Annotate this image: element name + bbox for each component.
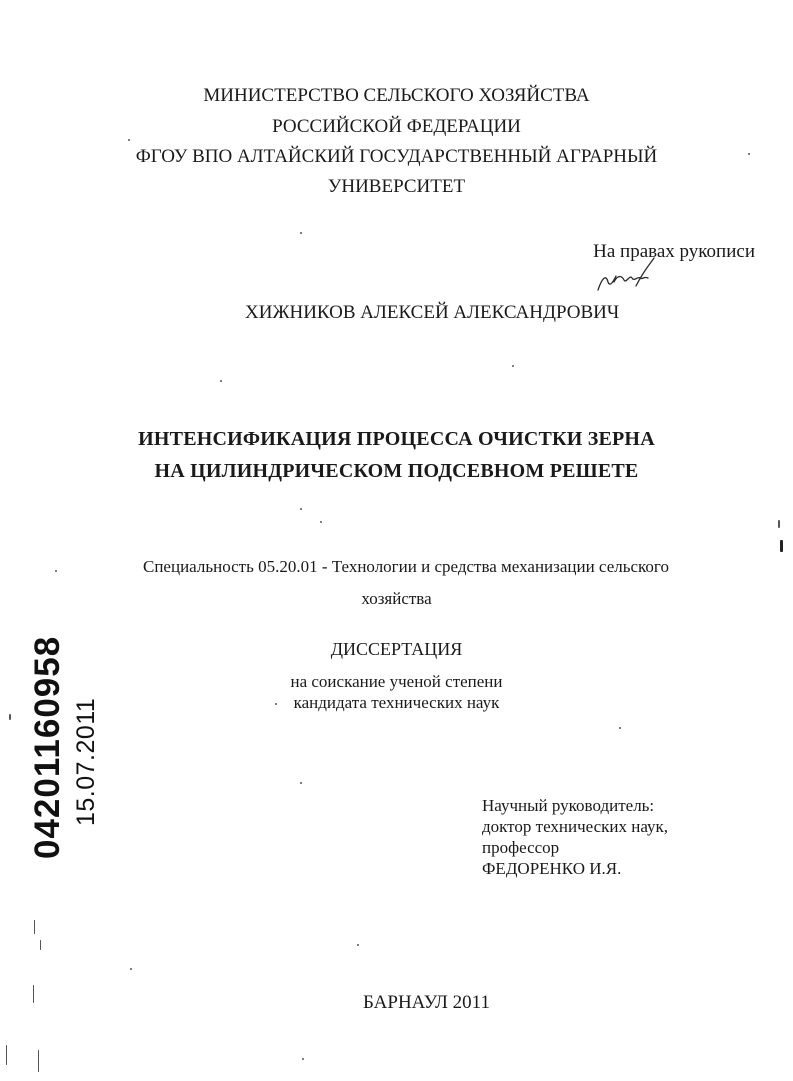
library-stamp-date: 15.07.2011 <box>72 697 100 826</box>
manuscript-note: На правах рукописи <box>593 241 755 262</box>
thesis-title-line-1: ИНТЕНСИФИКАЦИЯ ПРОЦЕССА ОЧИСТКИ ЗЕРНА <box>138 428 655 450</box>
author-signature <box>592 256 662 298</box>
author-name: ХИЖНИКОВ АЛЕКСЕЙ АЛЕКСАНДРОВИЧ <box>245 302 620 323</box>
degree-line-1: на соискание ученой степени <box>290 672 503 691</box>
dissertation-label: ДИССЕРТАЦИЯ <box>330 639 463 659</box>
degree-line-2: кандидата технических наук <box>293 693 500 712</box>
supervisor-title: профессор <box>482 838 560 857</box>
specialty-line-2: хозяйства <box>361 589 432 608</box>
thesis-title-line-2: НА ЦИЛИНДРИЧЕСКОМ ПОДСЕВНОМ РЕШЕТЕ <box>154 460 639 482</box>
federation-line: РОССИЙСКОЙ ФЕДЕРАЦИИ <box>272 116 521 137</box>
library-stamp-number: 04201160958 <box>28 635 67 859</box>
supervisor-degree: доктор технических наук, <box>482 817 669 836</box>
university-line: ФГОУ ВПО АЛТАЙСКИЙ ГОСУДАРСТВЕННЫЙ АГРАРНЫЙ <box>135 146 658 167</box>
supervisor-label: Научный руководитель: <box>482 796 655 815</box>
city-year: БАРНАУЛ 2011 <box>363 992 490 1013</box>
specialty-line-1: Специальность 05.20.01 - Технологии и средства механизации сельского <box>143 557 669 576</box>
supervisor-name: ФЕДОРЕНКО И.Я. <box>482 859 622 878</box>
university-line-2: УНИВЕРСИТЕТ <box>327 176 466 197</box>
ministry-line: МИНИСТЕРСТВО СЕЛЬСКОГО ХОЗЯЙСТВА <box>203 85 590 106</box>
